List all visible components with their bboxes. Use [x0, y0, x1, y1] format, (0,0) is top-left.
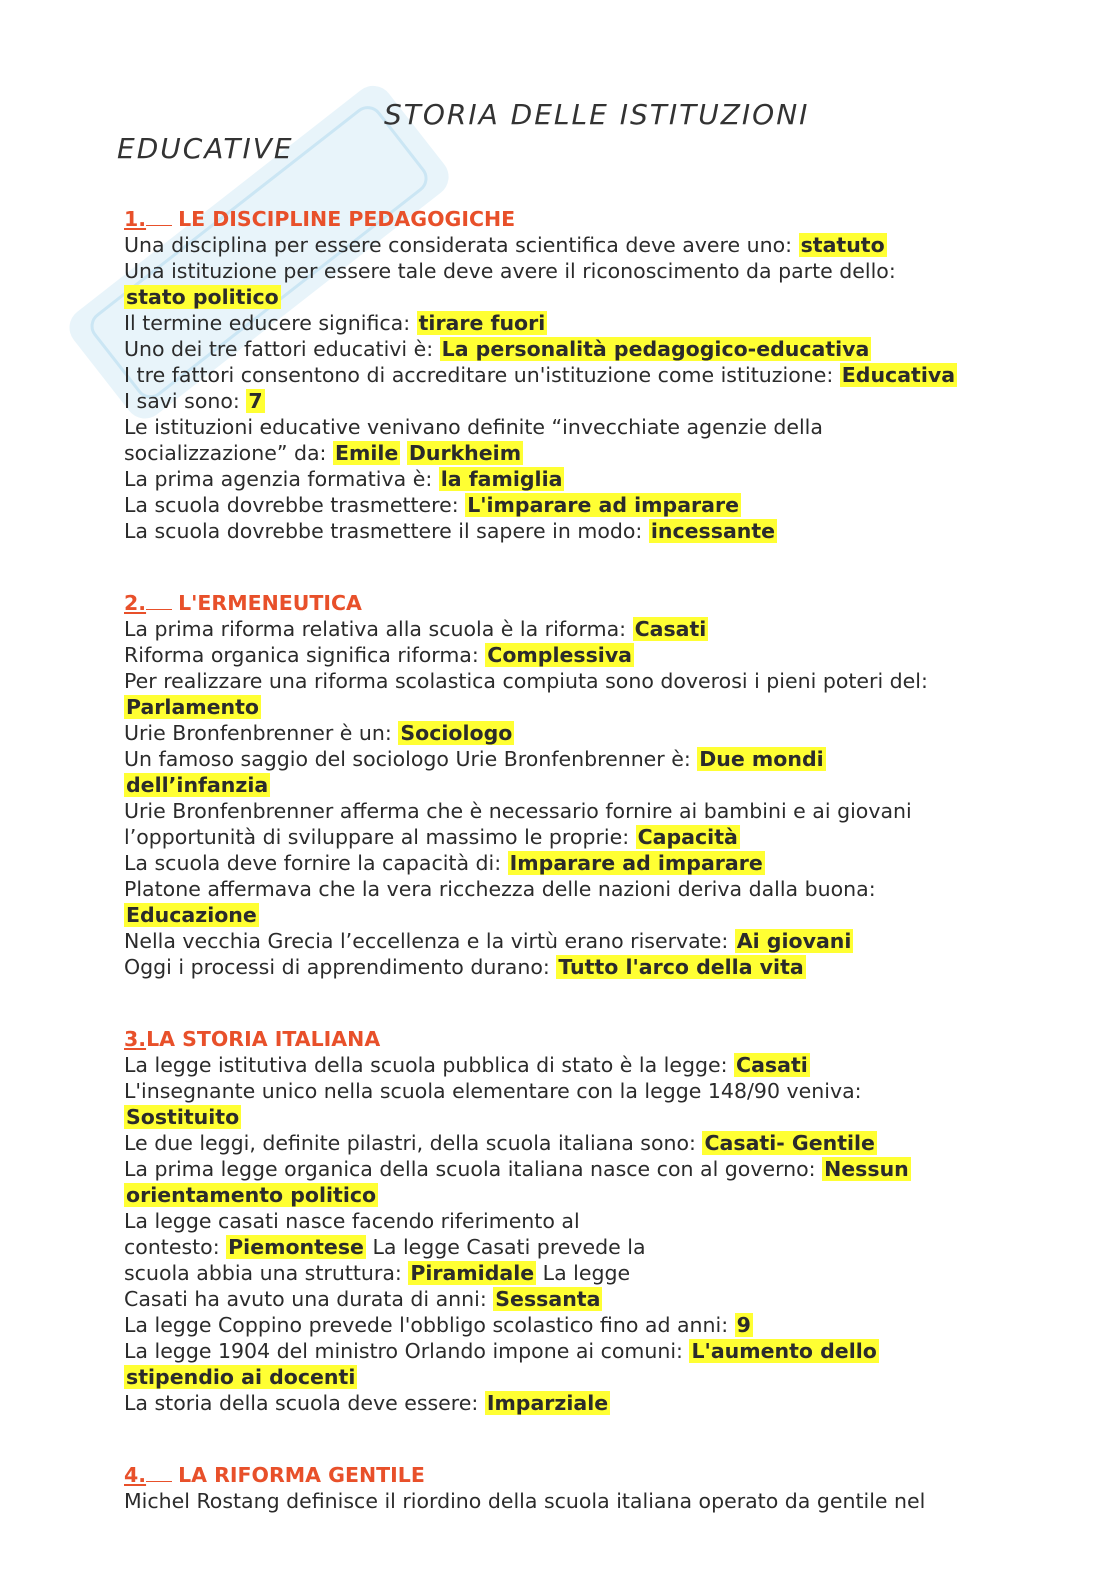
section-1: [124, 206, 1004, 544]
text-line: [124, 824, 1004, 850]
question-text: Le istituzioni educative venivano definite “invecchiate agenzie della: [124, 415, 823, 439]
text-line: [124, 798, 1004, 824]
question-text: La scuola deve fornire la capacità di:: [124, 851, 508, 875]
text-line: [124, 414, 1004, 440]
text-line: [124, 440, 1004, 466]
highlighted-answer: Durkheim: [408, 441, 522, 465]
heading-underline: [146, 209, 172, 226]
text-line: [124, 492, 1004, 518]
section-number: 1.: [124, 207, 147, 231]
text-line: [124, 1390, 1004, 1416]
text-line: [124, 1156, 1004, 1182]
highlighted-answer: Nessun: [824, 1157, 909, 1181]
highlighted-answer: Casati- Gentile: [704, 1131, 875, 1155]
highlighted-answer: 9: [736, 1313, 751, 1337]
section-number: 2.: [124, 591, 147, 615]
section-heading: [124, 590, 1004, 616]
highlighted-answer: dell’infanzia: [126, 773, 269, 797]
section-2: [124, 590, 1004, 980]
text-line: [124, 850, 1004, 876]
text-line: [124, 310, 1004, 336]
highlighted-answer: orientamento politico: [126, 1183, 377, 1207]
text-line: [124, 1364, 1004, 1390]
section-3: [124, 1026, 1004, 1416]
heading-underline: [146, 593, 172, 610]
highlighted-answer: Casati: [736, 1053, 808, 1077]
question-text: Oggi i processi di apprendimento durano:: [124, 955, 557, 979]
question-text: scuola abbia una struttura:: [124, 1261, 409, 1285]
text-line: [124, 258, 1004, 284]
text-line: [124, 928, 1004, 954]
highlighted-answer: Educazione: [126, 903, 257, 927]
highlighted-answer: L'aumento dello: [691, 1339, 877, 1363]
question-text: Urie Bronfenbrenner è un:: [124, 721, 399, 745]
highlighted-answer: Due mondi: [699, 747, 824, 771]
text-line: [124, 1104, 1004, 1130]
highlighted-answer: Piramidale: [410, 1261, 535, 1285]
highlighted-answer: tirare fuori: [418, 311, 546, 335]
text-line: [124, 1338, 1004, 1364]
text-line: [124, 1052, 1004, 1078]
section-number: 3.: [124, 1027, 147, 1051]
section-number: 4.: [124, 1463, 147, 1487]
text-line: [124, 284, 1004, 310]
question-text: Uno dei tre fattori educativi è:: [124, 337, 440, 361]
question-text: l’opportunità di sviluppare al massimo le proprie:: [124, 825, 636, 849]
question-text: Casati ha avuto una durata di anni:: [124, 1287, 494, 1311]
section-heading-text: LA RIFORMA GENTILE: [178, 1463, 425, 1487]
text-line: [124, 616, 1004, 642]
document-title-line1: STORIA DELLE ISTITUZIONI: [384, 98, 810, 131]
highlighted-answer: Sostituito: [126, 1105, 240, 1129]
text-line: [124, 388, 1004, 414]
highlighted-answer: stato politico: [126, 285, 279, 309]
question-text: La legge: [536, 1261, 631, 1285]
text-line: [124, 1312, 1004, 1338]
highlighted-answer: Imparziale: [486, 1391, 609, 1415]
question-text: Michel Rostang definisce il riordino della scuola italiana operato da gentile nel: [124, 1489, 926, 1513]
question-text: La scuola dovrebbe trasmettere il sapere in modo:: [124, 519, 649, 543]
highlighted-answer: Sociologo: [400, 721, 513, 745]
highlighted-answer: Emile: [334, 441, 399, 465]
document-title-line2: EDUCATIVE: [117, 132, 294, 165]
section-heading-text: L'ERMENEUTICA: [178, 591, 362, 615]
text-line: [124, 1234, 1004, 1260]
text-line: [124, 954, 1004, 980]
question-text: La prima agenzia formativa è:: [124, 467, 439, 491]
highlighted-answer: Imparare ad imparare: [509, 851, 763, 875]
text-line: [124, 1208, 1004, 1234]
question-text: Nella vecchia Grecia l’eccellenza e la virtù erano riservate:: [124, 929, 735, 953]
question-text: Il termine educere significa:: [124, 311, 417, 335]
text-line: [124, 466, 1004, 492]
text-line: [124, 720, 1004, 746]
question-text: La storia della scuola deve essere:: [124, 1391, 485, 1415]
question-text: Le due leggi, definite pilastri, della scuola italiana sono:: [124, 1131, 703, 1155]
question-text: La legge Casati prevede la: [365, 1235, 646, 1259]
highlighted-answer: 7: [248, 389, 263, 413]
question-text: Una disciplina per essere considerata scientifica deve avere uno:: [124, 233, 799, 257]
text-line: [124, 336, 1004, 362]
highlighted-answer: Complessiva: [487, 643, 633, 667]
highlighted-answer: Ai giovani: [736, 929, 852, 953]
document-body: [124, 206, 1004, 1560]
text-line: [124, 1286, 1004, 1312]
question-text: Un famoso saggio del sociologo Urie Bronfenbrenner è:: [124, 747, 698, 771]
question-text: La prima riforma relativa alla scuola è la riforma:: [124, 617, 633, 641]
section-heading: [124, 206, 1004, 232]
highlighted-answer: Educativa: [841, 363, 956, 387]
text-line: [124, 1078, 1004, 1104]
question-text: Per realizzare una riforma scolastica compiuta sono doverosi i pieni poteri del:: [124, 669, 928, 693]
text-line: [124, 694, 1004, 720]
text-line: [124, 876, 1004, 902]
question-text: La legge casati nasce facendo riferimento al: [124, 1209, 580, 1233]
text-line: [124, 1488, 1004, 1514]
question-text: Platone affermava che la vera ricchezza delle nazioni deriva dalla buona:: [124, 877, 876, 901]
section-heading: [124, 1462, 1004, 1488]
question-text: La legge 1904 del ministro Orlando impone ai comuni:: [124, 1339, 690, 1363]
question-text: La legge istitutiva della scuola pubblica di stato è la legge:: [124, 1053, 735, 1077]
question-text: I savi sono:: [124, 389, 247, 413]
text-line: [124, 668, 1004, 694]
question-text: La prima legge organica della scuola italiana nasce con al governo:: [124, 1157, 823, 1181]
highlighted-answer: Tutto l'arco della vita: [558, 955, 804, 979]
text-line: [124, 232, 1004, 258]
question-text: L'insegnante unico nella scuola elementare con la legge 148/90 veniva:: [124, 1079, 862, 1103]
highlighted-answer: stipendio ai docenti: [126, 1365, 356, 1389]
section-heading-text: LE DISCIPLINE PEDAGOGICHE: [178, 207, 516, 231]
highlighted-answer: Parlamento: [126, 695, 260, 719]
highlighted-answer: Sessanta: [495, 1287, 601, 1311]
highlighted-answer: La personalità pedagogico-educativa: [441, 337, 870, 361]
highlighted-answer: statuto: [800, 233, 885, 257]
highlighted-answer: L'imparare ad imparare: [467, 493, 740, 517]
text-line: [124, 642, 1004, 668]
question-text: socializzazione” da:: [124, 441, 333, 465]
highlighted-answer: la famiglia: [440, 467, 563, 491]
question-text: Urie Bronfenbrenner afferma che è necessario fornire ai bambini e ai giovani: [124, 799, 912, 823]
question-text: contesto:: [124, 1235, 227, 1259]
text-line: [124, 518, 1004, 544]
question-text: Una istituzione per essere tale deve avere il riconoscimento da parte dello:: [124, 259, 896, 283]
text-line: [124, 1130, 1004, 1156]
text-line: [124, 746, 1004, 772]
text-line: [124, 362, 1004, 388]
question-text: La scuola dovrebbe trasmettere:: [124, 493, 466, 517]
question-text: La legge Coppino prevede l'obbligo scolastico fino ad anni:: [124, 1313, 735, 1337]
question-text: Riforma organica significa riforma:: [124, 643, 486, 667]
section-4: [124, 1462, 1004, 1514]
text-line: [124, 772, 1004, 798]
text-line: [124, 902, 1004, 928]
highlighted-answer: Piemontese: [228, 1235, 364, 1259]
highlighted-answer: Capacità: [637, 825, 738, 849]
highlighted-answer: incessante: [650, 519, 776, 543]
section-heading: [124, 1026, 1004, 1052]
section-heading-text: LA STORIA ITALIANA: [146, 1027, 381, 1051]
text-line: [124, 1182, 1004, 1208]
highlighted-answer: Casati: [634, 617, 707, 641]
text-line: [124, 1260, 1004, 1286]
heading-underline: [146, 1465, 172, 1482]
question-text: I tre fattori consentono di accreditare un'istituzione come istituzione:: [124, 363, 840, 387]
